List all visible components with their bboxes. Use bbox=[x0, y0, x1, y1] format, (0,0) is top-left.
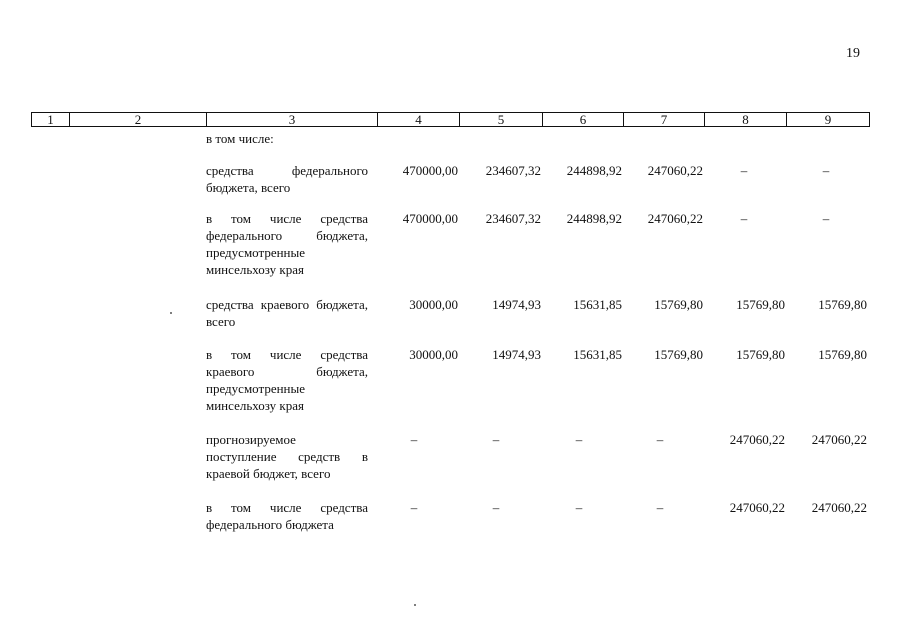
value-col-8: 247060,22 bbox=[729, 500, 785, 515]
value-col-6: 244898,92 bbox=[566, 211, 622, 226]
value-col-7: – bbox=[656, 432, 664, 447]
value-col-9: – bbox=[822, 211, 830, 226]
value-col-4: 470000,00 bbox=[402, 211, 458, 226]
value-col-6: 244898,92 bbox=[566, 163, 622, 178]
value-col-5: – bbox=[492, 432, 500, 447]
row-description: средства федерального бюджета, всего bbox=[206, 163, 368, 195]
value-col-8: 247060,22 bbox=[729, 432, 785, 447]
header-cell-9: 9 bbox=[786, 113, 869, 126]
value-col-5: – bbox=[492, 500, 500, 515]
value-col-4: 30000,00 bbox=[409, 297, 458, 312]
header-cell-1: 1 bbox=[47, 112, 54, 127]
value-col-9: 15769,80 bbox=[818, 347, 867, 362]
value-col-7: 15769,80 bbox=[654, 347, 703, 362]
header-cell-3: 3 bbox=[206, 113, 377, 126]
value-col-7: 247060,22 bbox=[647, 211, 703, 226]
header-cell-5: 5 bbox=[459, 113, 542, 126]
value-col-5: 234607,32 bbox=[485, 163, 541, 178]
row-description: прогнозируемое поступление средств в краевой бюджет, всего bbox=[206, 432, 368, 481]
value-col-8: 15769,80 bbox=[736, 297, 785, 312]
row-description: в том числе средства краевого бюджета, предусмотренные минсельхозу края bbox=[206, 347, 368, 413]
value-col-9: 247060,22 bbox=[811, 500, 867, 515]
value-col-7: 15769,80 bbox=[654, 297, 703, 312]
header-cell-6: 6 bbox=[542, 113, 623, 126]
value-col-8: 15769,80 bbox=[736, 347, 785, 362]
value-col-6: – bbox=[575, 500, 583, 515]
value-col-5: 14974,93 bbox=[492, 347, 541, 362]
value-col-8: – bbox=[740, 211, 748, 226]
scan-speck bbox=[170, 312, 172, 314]
value-col-4: 30000,00 bbox=[409, 347, 458, 362]
header-cell-7: 7 bbox=[623, 113, 704, 126]
value-col-6: 15631,85 bbox=[573, 297, 622, 312]
intro-label: в том числе: bbox=[206, 131, 274, 146]
value-col-7: – bbox=[656, 500, 664, 515]
value-col-8: – bbox=[740, 163, 748, 178]
header-cell-8: 8 bbox=[704, 113, 786, 126]
row-description: средства краевого бюджета, всего bbox=[206, 297, 368, 329]
value-col-4: 470000,00 bbox=[402, 163, 458, 178]
row-description: в том числе средства федерального бюджета, предусмотренные минсельхозу края bbox=[206, 211, 368, 277]
value-col-6: 15631,85 bbox=[573, 347, 622, 362]
value-col-4: – bbox=[410, 432, 418, 447]
value-col-5: 14974,93 bbox=[492, 297, 541, 312]
page-number: 19 bbox=[846, 46, 860, 61]
header-cell-4: 4 bbox=[377, 113, 459, 126]
value-col-6: – bbox=[575, 432, 583, 447]
value-col-4: – bbox=[410, 500, 418, 515]
value-col-5: 234607,32 bbox=[485, 211, 541, 226]
table-header bbox=[31, 112, 870, 127]
scan-speck bbox=[414, 604, 416, 606]
header-cell-2: 2 bbox=[69, 113, 206, 126]
value-col-9: – bbox=[822, 163, 830, 178]
row-description: в том числе средства федерального бюджета bbox=[206, 500, 368, 532]
value-col-9: 247060,22 bbox=[811, 432, 867, 447]
value-col-7: 247060,22 bbox=[647, 163, 703, 178]
value-col-9: 15769,80 bbox=[818, 297, 867, 312]
